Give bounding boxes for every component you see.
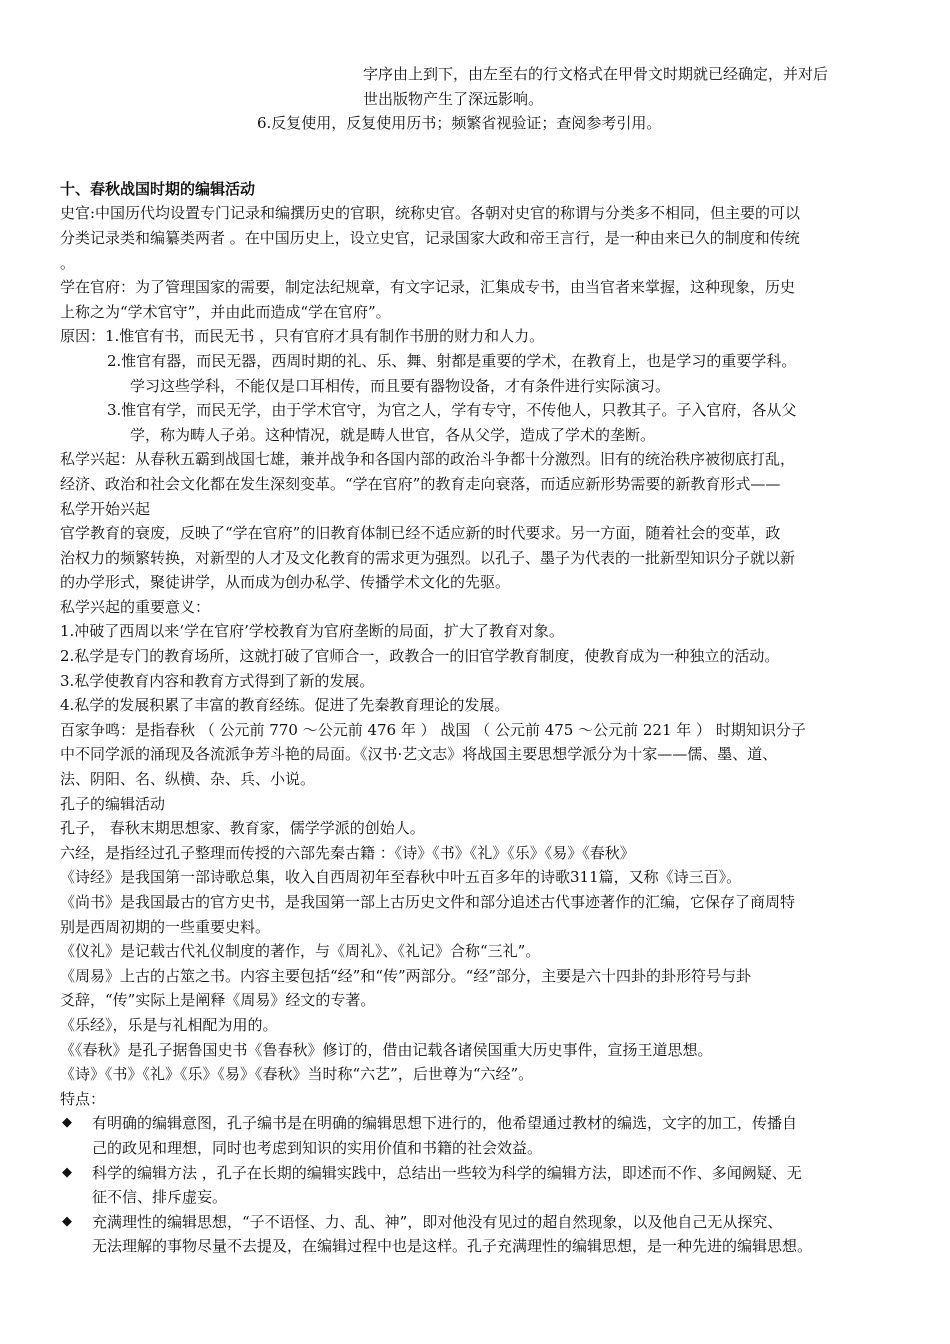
text-line: 学在官府：为了管理国家的需要，制定法纪规章，有文字记录，汇集成专书，由当官者来掌握，这种现象，历史 <box>60 278 796 297</box>
list-item: 1.冲破了西周以来‘学在官府’学校教育为官府垄断的局面，扩大了教育对象。 <box>60 622 564 641</box>
text-line: 字序由上到下，由左至右的行文格式在甲骨文时期就已经确定，并对后 <box>363 65 829 83</box>
section-heading: 十、春秋战国时期的编辑活动 <box>60 179 256 198</box>
text-line: 学习这些学科，不能仅是口耳相传，而且要有器物设备，才有条件进行实际演习。 <box>130 376 671 395</box>
diamond-bullet-icon: ◆ <box>62 1115 72 1131</box>
diamond-bullet-icon: ◆ <box>62 1164 72 1180</box>
list-item: 3.私学使教育内容和教育方式得到了新的发展。 <box>60 671 375 690</box>
text-line: 六经，是指经过孔子整理而传授的六部先秦古籍 ：《诗》《书》《礼》《乐》《易》《春秋》 <box>60 843 635 862</box>
text-line: 《周易》上古的占筮之书。内容主要包括“经”和“传”两部分。“经”部分，主要是六十四卦的卦形符号与卦 <box>60 966 752 985</box>
text-line: 史官:中国历代均设置专门记录和编撰历史的官职，统称史官。各朝对史官的称谓与分类多不相同，但主要的可以 <box>60 204 801 223</box>
subheading: 孔子的编辑活动 <box>60 794 166 813</box>
text-line: 《尚书》是我国最古的官方史书，是我国第一部上古历史文件和部分追述古代事迹著作的汇编，它保存了商周特 <box>60 893 796 911</box>
subheading: 特点： <box>60 1089 106 1108</box>
text-line: 爻辞，“传”实际上是阐释《周易》经文的专著。 <box>60 991 376 1010</box>
text-line: 《诗经》是我国第一部诗歌总集，收入自西周初年至春秋中叶五百多年的诗歌311篇，又称《诗三百》。 <box>60 868 742 887</box>
text-line: 上称之为“学术官守”，并由此而造成“学在官府”。 <box>60 302 391 321</box>
text-line: 有明确的编辑意图，孔子编书是在明确的编辑思想下进行的，他希望通过教材的编选，文字的加工，传播自 <box>92 1114 798 1133</box>
text-line: 治权力的频繁转换，对新型的人才及文化教育的需求更为强烈。以孔子、墨子为代表的一批新型知识分子就以新 <box>60 548 796 567</box>
paragraph-guanxue <box>60 521 890 595</box>
list-item: 4.私学的发展积累了丰富的教育经练。促进了先秦教育理论的发展。 <box>60 696 510 715</box>
spacer <box>60 136 890 177</box>
paragraph-sixue <box>60 447 890 521</box>
bullet-item <box>60 1210 890 1259</box>
text-line: 经济、政治和社会文化都在发生深刻变革。“学在官府”的教育走向衰落，而适应新形势需要的新教育形式—— <box>60 474 781 493</box>
bullet-item <box>60 1161 890 1210</box>
text-line: 《乐经》，乐是与礼相配为用的。 <box>60 1015 278 1034</box>
list-yiyi <box>60 619 890 717</box>
paragraph-xuezai <box>60 275 890 324</box>
text-line: 科学的编辑方法 ，孔子在长期的编辑实践中，总结出一些较为科学的编辑方法，即述而不作、多闻阙疑、无 <box>92 1163 802 1182</box>
text-line: 。 <box>60 253 76 272</box>
subheading: 私学兴起的重要意义： <box>60 597 211 616</box>
list-item: 3.惟官有学，而民无学，由于学术官守，为官之人，学有专守，不传他人，只教其子。子入官府，各从父 <box>107 401 797 420</box>
text-line: 分类记录类和编纂类两者 。在中国历史上，设立史官，记录国家大政和帝王言行，是一种由来已久的制度和传统 <box>60 228 800 247</box>
text-line: 学，称为畴人子弟。这种情况，就是畴人世官，各从父学，造成了学术的垄断。 <box>130 425 656 444</box>
text-line: 《诗》《书》《礼》《乐》《易》《春秋》当时称“六艺”，后世尊为“六经”。 <box>60 1065 534 1084</box>
text-line: 《仪礼》是记载古代礼仪制度的著作，与《周礼》、《礼记》合称“三礼”。 <box>60 942 541 961</box>
text-line: 官学教育的衰废，反映了“学在官府”的旧教育体制已经不适应新的时代要求。另一方面，随着社会的变革，政 <box>60 524 781 543</box>
paragraph-zhouyi <box>60 964 890 1013</box>
text-line: 己的政见和理想，同时也考虑到知识的实用价值和书籍的社会效益。 <box>92 1138 543 1157</box>
list-item: 原因：1.惟官有书，而民无书 ，只有官府才具有制作书册的财力和人力。 <box>60 327 545 346</box>
paragraph-shiguan <box>60 201 890 275</box>
paragraph-causes <box>60 324 890 447</box>
text-line: 孔子， 春秋末期思想家、教育家，儒学学派的创始人。 <box>60 819 425 838</box>
text-line: 别是西周初期的一些重要史料。 <box>60 917 271 936</box>
paragraph-shangshu <box>60 890 890 939</box>
list-item: 2.惟官有器，而民无器，西周时期的礼、乐、舞、射都是重要的学术，在教育上，也是学习的重要学科。 <box>107 351 797 370</box>
bullet-item <box>60 1111 890 1160</box>
list-item: 6.反复使用，反复使用历书；频繁省视验证；查阅参考引用。 <box>257 114 662 133</box>
text-line: 充满理性的编辑思想，“子不语怪、力、乱、神”，即对他没有见过的超自然现象，以及他自己无从探究、 <box>92 1212 783 1231</box>
text-line: 无法理解的事物尽量不去提及，在编辑过程中也是这样。孔子充满理性的编辑思想，是一种先进的编辑思想。 <box>92 1237 813 1256</box>
paragraph-baijia <box>60 718 890 792</box>
text-line: 征不信、排斥虚妄。 <box>92 1188 228 1207</box>
list-item: 2.私学是专门的教育场所，这就打破了官师合一，政教合一的旧官学教育制度，使教育成为一种独立的活动。 <box>60 647 780 666</box>
diamond-bullet-icon: ◆ <box>62 1213 72 1229</box>
text-line: 的办学形式，聚徒讲学，从而成为创办私学、传播学术文化的先驱。 <box>60 573 511 592</box>
text-line: 法、阴阳、名、纵横、杂、兵、小说。 <box>60 770 316 789</box>
text-line: 《《春秋》是孔子据鲁国史书《鲁春秋》修订的，借由记载各诸侯国重大历史事件，宣扬王道思想。 <box>60 1040 713 1059</box>
text-line: 中不同学派的涌现及各流派争芳斗艳的局面。《汉书·艺文志》将战国主要思想学派分为十家——儒、墨、道、 <box>60 745 778 764</box>
text-line: 世出版物产生了深远影响。 <box>363 89 544 108</box>
text-line: 百家争鸣：是指春秋 （ 公元前 770 ～公元前 476 年 ） 战国 （ 公元前 475 ～公元前 221 年 ） 时期知识分子 <box>60 720 806 739</box>
text-line: 私学开始兴起 <box>60 499 151 518</box>
text-line: 私学兴起：从春秋五霸到战国七雄，兼并战争和各国内部的政治斗争都十分激烈。旧有的统治秩序被彻底打乱， <box>60 450 796 469</box>
